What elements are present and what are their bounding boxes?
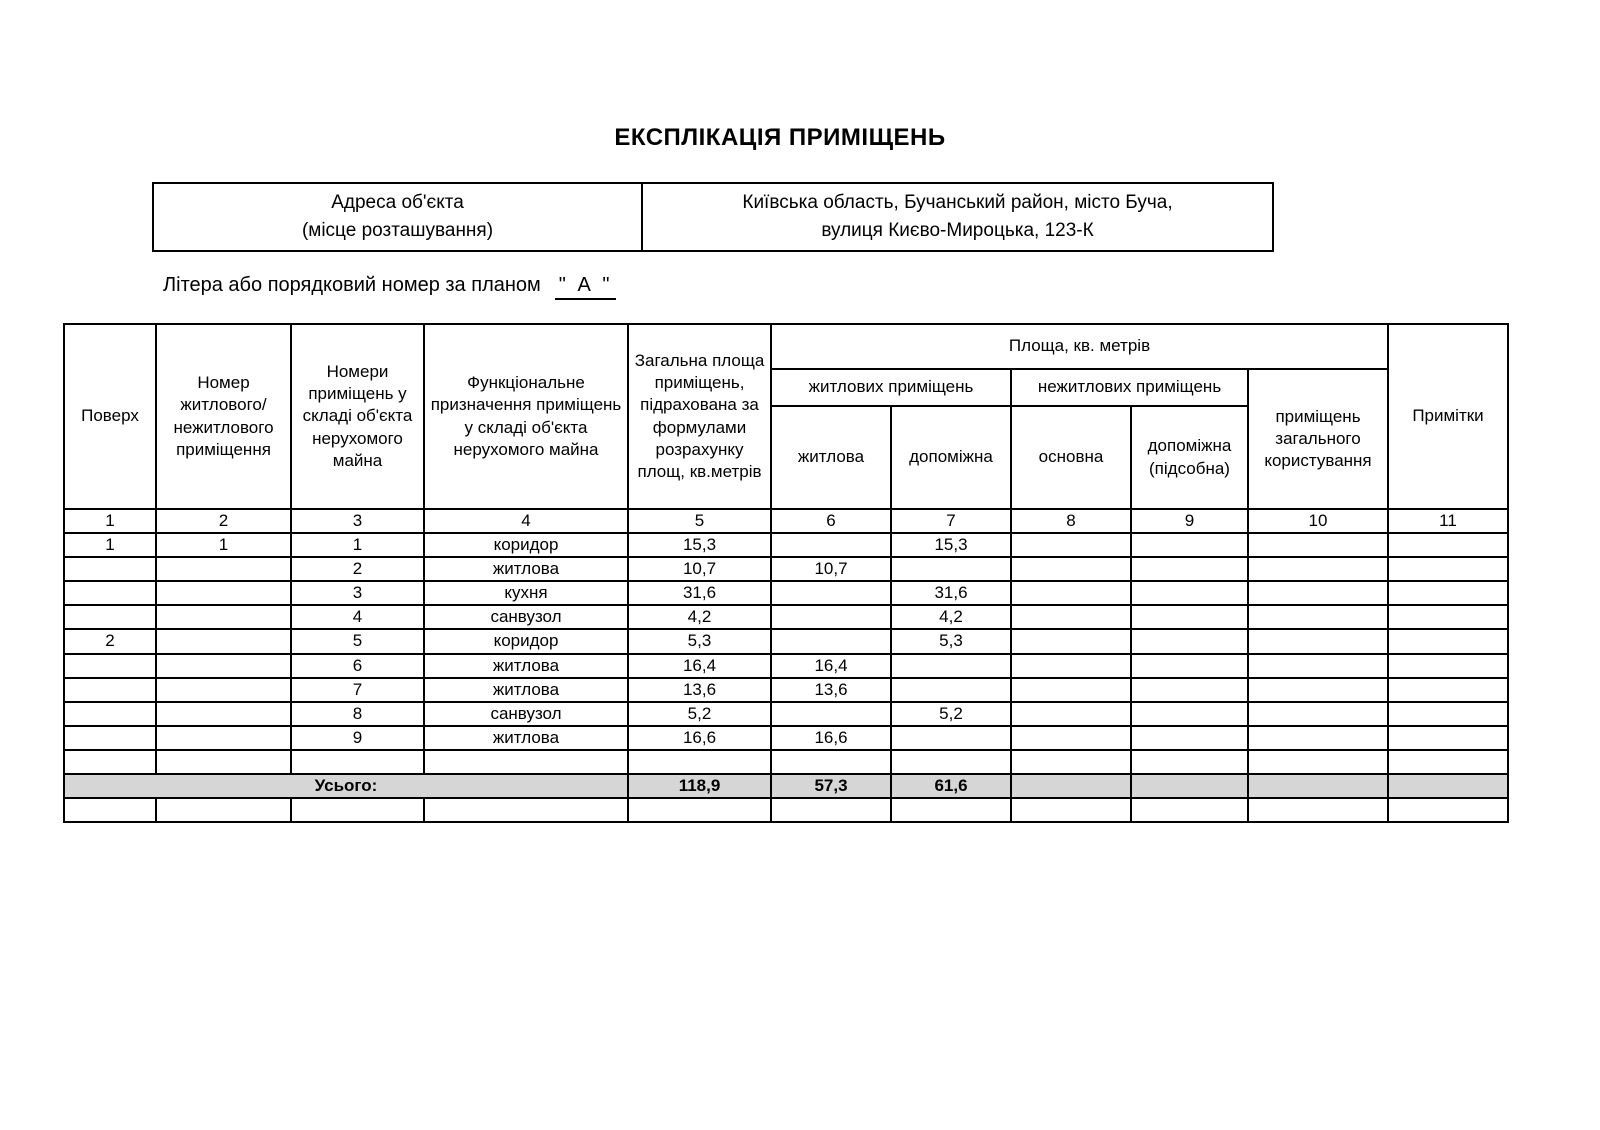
column-number-row (64, 509, 1508, 533)
total-value-cell (1388, 774, 1508, 798)
address-label-line1: Адреса об'єкта (331, 192, 464, 214)
table-cell (1131, 654, 1248, 678)
table-row (64, 678, 1508, 702)
table-cell (771, 629, 891, 653)
table-cell (64, 605, 156, 629)
header-premise-number: Номер житлового/ нежитлового приміщення (156, 324, 291, 509)
table-cell (891, 678, 1011, 702)
address-label-line2: (місце розташування) (301, 220, 494, 241)
table-cell: 6 (291, 654, 424, 678)
table-cell (771, 798, 891, 822)
header-residential-aux: допоміжна (891, 406, 1011, 509)
table-cell (1011, 605, 1131, 629)
header-area-group: Площа, кв. метрів (771, 324, 1388, 369)
header-notes: Примітки (1388, 324, 1508, 509)
table-row (64, 654, 1508, 678)
table-cell (1011, 750, 1131, 774)
table-cell (1248, 726, 1388, 750)
plan-letter-value: " А " (555, 274, 617, 300)
table-cell (771, 750, 891, 774)
plan-letter-label: Літера або порядковий номер за планом (163, 274, 541, 296)
table-cell: 13,6 (628, 678, 771, 702)
table-cell: 1 (156, 533, 291, 557)
table-cell (771, 581, 891, 605)
table-cell (424, 798, 628, 822)
table-cell (291, 798, 424, 822)
table-cell (1011, 726, 1131, 750)
table-cell (1388, 654, 1508, 678)
table-cell (64, 726, 156, 750)
table-cell: 5,2 (891, 702, 1011, 726)
table-cell (771, 533, 891, 557)
table-cell: 4 (291, 605, 424, 629)
table-cell (1131, 581, 1248, 605)
table-cell (1388, 702, 1508, 726)
table-cell (1388, 750, 1508, 774)
table-header (64, 324, 1508, 509)
table-cell (1388, 533, 1508, 557)
table-cell (156, 581, 291, 605)
table-cell: 1 (291, 533, 424, 557)
table-row (64, 629, 1508, 653)
table-cell (1131, 605, 1248, 629)
table-cell: 2 (64, 629, 156, 653)
table-cell (156, 798, 291, 822)
table-row (64, 581, 1508, 605)
column-number-cell: 11 (1388, 509, 1508, 533)
table-cell (1131, 750, 1248, 774)
table-row (64, 605, 1508, 629)
table-cell (1131, 726, 1248, 750)
table-cell: 8 (291, 702, 424, 726)
table-cell (1011, 557, 1131, 581)
table-cell (891, 557, 1011, 581)
total-value-cell: 57,3 (771, 774, 891, 798)
table-cell: 9 (291, 726, 424, 750)
table-cell: 10,7 (771, 557, 891, 581)
table-row (64, 726, 1508, 750)
table-cell (1131, 678, 1248, 702)
table-cell (1388, 581, 1508, 605)
column-number-cell: 4 (424, 509, 628, 533)
table-cell: 4,2 (628, 605, 771, 629)
table-cell (1388, 629, 1508, 653)
table-cell (156, 750, 291, 774)
table-cell: 5,3 (628, 629, 771, 653)
table-cell (891, 798, 1011, 822)
table-cell (628, 798, 771, 822)
column-number-cell: 3 (291, 509, 424, 533)
page-title: ЕКСПЛІКАЦІЯ ПРИМІЩЕНЬ (614, 124, 946, 151)
table-cell (1131, 533, 1248, 557)
table-cell (64, 750, 156, 774)
table-cell (891, 750, 1011, 774)
header-nonresidential-main: основна (1011, 406, 1131, 509)
table-cell (1248, 557, 1388, 581)
table-cell: 2 (291, 557, 424, 581)
table-cell (891, 726, 1011, 750)
table-cell (64, 678, 156, 702)
table-cell: коридор (424, 629, 628, 653)
table-cell: житлова (424, 557, 628, 581)
table-cell: 15,3 (891, 533, 1011, 557)
table-row (64, 533, 1508, 557)
table-cell (1248, 605, 1388, 629)
plan-letter-line (163, 274, 616, 300)
table-cell: 15,3 (628, 533, 771, 557)
total-row (64, 774, 1508, 798)
header-functional-purpose: Функціональне призначення приміщень у складі об'єкта нерухомого майна (424, 324, 628, 509)
address-value-line1: Київська область, Бучанський район, місто Буча, (742, 192, 1173, 214)
table-cell: 3 (291, 581, 424, 605)
table-cell: санвузол (424, 702, 628, 726)
table-body (64, 509, 1508, 822)
table-cell: житлова (424, 726, 628, 750)
header-nonresidential-group: нежитлових приміщень (1011, 369, 1248, 406)
table-cell (64, 702, 156, 726)
table-cell (1388, 605, 1508, 629)
table-cell (64, 654, 156, 678)
table-cell (1388, 557, 1508, 581)
table-cell (1131, 629, 1248, 653)
table-cell: санвузол (424, 605, 628, 629)
explication-table (63, 323, 1509, 823)
column-number-cell: 10 (1248, 509, 1388, 533)
table-cell (1248, 702, 1388, 726)
header-residential-living: житлова (771, 406, 891, 509)
table-cell (156, 678, 291, 702)
table-cell (1131, 702, 1248, 726)
column-number-cell: 8 (1011, 509, 1131, 533)
total-value-cell: 118,9 (628, 774, 771, 798)
column-number-cell: 2 (156, 509, 291, 533)
table-cell: 16,6 (628, 726, 771, 750)
table-cell (1388, 726, 1508, 750)
column-number-cell: 9 (1131, 509, 1248, 533)
header-floor: Поверх (64, 324, 156, 509)
table-cell: житлова (424, 678, 628, 702)
table-cell (1248, 581, 1388, 605)
table-cell (156, 702, 291, 726)
total-value-cell (1011, 774, 1131, 798)
address-value-line2: вулиця Києво-Мироцька, 123-К (821, 220, 1094, 241)
table-cell (291, 750, 424, 774)
table-row (64, 702, 1508, 726)
total-label-cell: Усього: (64, 774, 628, 798)
table-cell (156, 605, 291, 629)
address-box (152, 182, 1274, 252)
table-cell: 5 (291, 629, 424, 653)
table-cell (1248, 533, 1388, 557)
table-cell (771, 605, 891, 629)
table-cell (1248, 750, 1388, 774)
table-cell (156, 654, 291, 678)
table-cell: 10,7 (628, 557, 771, 581)
table-cell (156, 726, 291, 750)
table-cell: 31,6 (628, 581, 771, 605)
table-cell (1388, 678, 1508, 702)
header-room-numbers: Номери приміщень у складі об'єкта нерухомого майна (291, 324, 424, 509)
table-cell (1011, 798, 1131, 822)
table-cell (1248, 798, 1388, 822)
total-value-cell (1248, 774, 1388, 798)
column-number-cell: 7 (891, 509, 1011, 533)
header-residential-group: житлових приміщень (771, 369, 1011, 406)
table-cell (1248, 678, 1388, 702)
header-common-use: приміщень загального користування (1248, 369, 1388, 509)
table-cell (1131, 557, 1248, 581)
table-cell: житлова (424, 654, 628, 678)
address-value-cell (643, 184, 1272, 250)
table-cell (64, 798, 156, 822)
table-cell (771, 702, 891, 726)
footer-row (64, 798, 1508, 822)
header-row-1 (64, 324, 1508, 369)
table-cell: кухня (424, 581, 628, 605)
table-cell (424, 750, 628, 774)
table-cell: 16,4 (771, 654, 891, 678)
table-cell: 16,6 (771, 726, 891, 750)
column-number-cell: 5 (628, 509, 771, 533)
header-nonresidential-aux: допоміжна (підсобна) (1131, 406, 1248, 509)
table-cell: 5,3 (891, 629, 1011, 653)
table-cell (1011, 702, 1131, 726)
header-total-area: Загальна площа приміщень, підрахована за формулами розрахунку площ, кв.метрів (628, 324, 771, 509)
table-cell (156, 629, 291, 653)
table-cell (156, 557, 291, 581)
table-row (64, 750, 1508, 774)
table-cell (1011, 678, 1131, 702)
column-number-cell: 6 (771, 509, 891, 533)
table-row (64, 557, 1508, 581)
table-cell (1131, 798, 1248, 822)
table-cell (628, 750, 771, 774)
address-label-cell (154, 184, 643, 250)
table-cell: 16,4 (628, 654, 771, 678)
table-cell: 1 (64, 533, 156, 557)
table-cell: 5,2 (628, 702, 771, 726)
table-cell (1388, 798, 1508, 822)
table-cell (1011, 581, 1131, 605)
table-cell (891, 654, 1011, 678)
table-cell (1248, 629, 1388, 653)
table-cell (64, 581, 156, 605)
table-cell: коридор (424, 533, 628, 557)
total-value-cell: 61,6 (891, 774, 1011, 798)
table-cell (1011, 629, 1131, 653)
total-value-cell (1131, 774, 1248, 798)
table-cell (1011, 533, 1131, 557)
table-cell: 7 (291, 678, 424, 702)
table-cell (1248, 654, 1388, 678)
column-number-cell: 1 (64, 509, 156, 533)
table-cell: 31,6 (891, 581, 1011, 605)
table-cell (64, 557, 156, 581)
table-cell (1011, 654, 1131, 678)
table-cell: 4,2 (891, 605, 1011, 629)
table-cell: 13,6 (771, 678, 891, 702)
